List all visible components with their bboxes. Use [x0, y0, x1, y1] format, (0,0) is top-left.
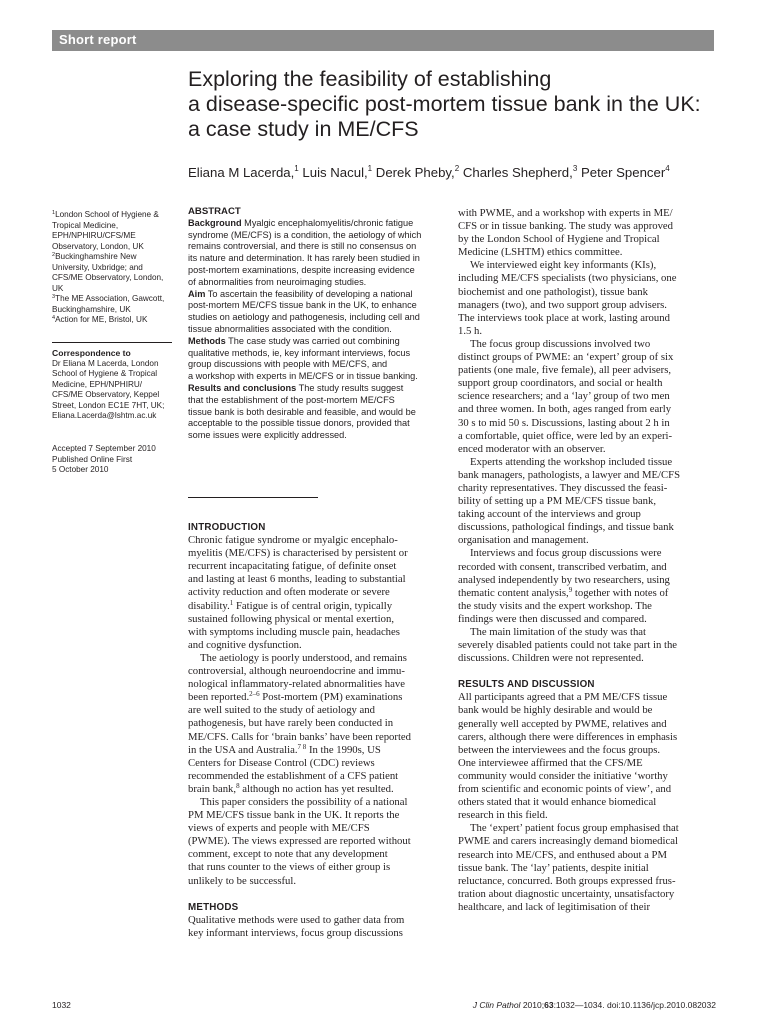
abstract-line: a workshop with experts in ME/CFS or in tissue banking.	[188, 371, 418, 382]
body-line: recurrent incapacitating fatigue, of definite onset	[188, 560, 397, 573]
body-line: The focus group discussions involved two	[470, 337, 651, 350]
body-line: charity representatives. They discussed the feasi-	[458, 481, 668, 494]
body-line: managers (two), and two support group advisers.	[458, 298, 667, 311]
title-line: a disease-specific post-mortem tissue bank in the UK:	[188, 92, 701, 116]
body-line: taking account of the interviews and group	[458, 508, 641, 521]
body-line: discussions, pathological findings, and tissue bank	[458, 521, 674, 534]
affiliation-line: Action for ME, Bristol, UK	[55, 315, 148, 324]
affiliation-marker: 2	[52, 252, 56, 258]
body-line: are well suited to the study of aetiology and	[188, 704, 375, 717]
body-line: reluctance, concurred. Both groups expressed frus-	[458, 874, 676, 887]
body-line: although no action has yet resulted.	[242, 782, 394, 795]
body-line: Chronic fatigue syndrome or myalgic encephalo-	[188, 534, 398, 547]
body-line: including ME/CFS specialists (two physicians, one	[458, 272, 677, 285]
citation: 9	[568, 585, 573, 594]
right-column	[458, 207, 716, 914]
body-line: patients (one male, five female), all peer advisers,	[458, 364, 672, 377]
body-line: views of experts and people with ME/CFS	[188, 822, 370, 835]
correspondence-heading: Correspondence to	[52, 348, 131, 358]
body-line: carers, although there were differences in emphasis	[458, 730, 678, 743]
publication-dates	[52, 444, 176, 476]
abstract-line: that the establishment of the post-mortem ME/CFS	[188, 394, 395, 405]
body-line: Qualitative methods were used to gather data from	[188, 913, 405, 926]
body-line: between the interviewees and the focus groups.	[458, 743, 661, 756]
body-line: The interviews took place at work, lasting around	[458, 311, 670, 324]
results-label: Results and conclusions	[188, 382, 297, 393]
body-line: disability.	[188, 599, 230, 612]
citation: 8	[236, 781, 240, 790]
body-line: the study visits and the expert workshop. The	[458, 599, 652, 612]
body-line: healthcare, and lack of legitimisation of their	[458, 900, 651, 913]
body-line: Post-mortem (PM) examinations	[262, 691, 403, 704]
body-line: All participants agreed that a PM ME/CFS tissue	[458, 691, 668, 704]
body-line: with PWME, and a workshop with experts in ME/	[458, 207, 673, 219]
body-line: enced moderator with an observer.	[458, 442, 606, 455]
correspondence-line: School of Hygiene & Tropical	[52, 369, 158, 378]
author-affiliation: 4	[665, 164, 670, 173]
body-line: discussions. Children were not represented.	[458, 652, 644, 665]
affiliation-marker: 3	[52, 294, 56, 300]
author-name: Derek Pheby,	[375, 165, 455, 180]
author-affiliation: 1	[367, 164, 373, 173]
body-line: bank would be highly desirable and would be	[458, 704, 653, 717]
abstract-line: tissue bank is both desirable and feasible, and would be	[188, 406, 416, 417]
body-line: and lasting at least 6 months, leading to substantial	[188, 573, 406, 586]
affiliation-line: Tropical Medicine,	[52, 220, 119, 230]
citation-footer	[473, 1000, 716, 1010]
title-line: Exploring the feasibility of establishing	[188, 67, 552, 91]
results-heading: RESULTS AND DISCUSSION	[458, 679, 595, 691]
abstract-line: To ascertain the feasibility of developing a national	[207, 288, 413, 299]
date-line: 5 October 2010	[52, 465, 109, 474]
body-line: controversial, although neuroendocrine and immu-	[188, 665, 405, 678]
body-line: ME/CFS. Calls for ‘brain banks’ have been reported	[188, 730, 411, 743]
abstract-line: acceptable to the possible tissue donors, provided that	[188, 418, 410, 429]
body-line: tration about diagnostic uncertainty, unsatisfactory	[458, 887, 675, 900]
journal-volume: 63	[544, 1000, 554, 1010]
body-line: The aetiology is poorly understood, and remains	[200, 651, 407, 664]
affiliation-line: Buckinghamshire New	[55, 252, 137, 261]
body-line: support group coordinators, and social or health	[458, 377, 663, 390]
abstract-line: group discussions with people with ME/CFS, and	[188, 359, 388, 370]
abstract-line: syndrome (ME/CFS) is a condition, the aetiology of which	[188, 229, 422, 240]
body-line: One interviewee affirmed that the CFS/ME	[458, 756, 643, 769]
affiliation-line: CFS/ME Observatory, London,	[52, 273, 164, 282]
author-list	[188, 165, 728, 180]
aim-label: Aim	[188, 288, 206, 299]
abstract-line: post-mortem examinations, despite increasing evidence	[188, 264, 415, 275]
correspondence-line: Dr Eliana M Lacerda, London	[52, 358, 159, 368]
body-line: PM ME/CFS tissue bank in the UK. It reports the	[188, 809, 400, 822]
affiliation-marker: 1	[52, 210, 56, 216]
body-line: severely disabled patients could not take part in the	[458, 639, 678, 652]
body-line: Medicine (LSHTM) ethics committee.	[458, 246, 623, 259]
body-line: in the USA and Australia.	[188, 743, 298, 756]
date-line: Accepted 7 September 2010	[52, 444, 156, 453]
body-line: key informant interviews, focus group discussions	[188, 926, 403, 939]
body-line: and cognitive dysfunction.	[188, 638, 302, 651]
affiliation-line: Observatory, London, UK	[52, 241, 144, 251]
abstract	[188, 206, 446, 442]
body-line: We interviewed eight key informants (KIs),	[470, 259, 657, 272]
abstract-line: of abnormalities from neuroimaging studies.	[188, 276, 367, 287]
abstract-line: The study results suggest	[298, 382, 404, 393]
body-line: from scientific and economic points of view’, and	[458, 783, 672, 796]
body-line: recorded with consent, transcribed verbatim, and	[458, 560, 667, 573]
journal-year: 2010;	[522, 1000, 545, 1010]
body-line: 30 s to mid 50 s. Discussions, lasting about 2 h in	[458, 416, 670, 429]
page-number: 1032	[52, 1000, 71, 1010]
body-line: and three women. In both, ages ranged from early	[458, 403, 672, 416]
author-affiliation: 1	[294, 164, 299, 173]
article-title	[188, 67, 728, 142]
body-line: Experts attending the workshop included tissue	[470, 455, 673, 468]
body-line: The ‘expert’ patient focus group emphasised that	[470, 822, 679, 835]
abstract-line: its nature and determination. It has rarely been studied in	[188, 253, 420, 264]
background-label: Background	[188, 217, 242, 228]
body-line: comment, except to note that any development	[188, 848, 388, 861]
body-line: unlikely to be successful.	[188, 874, 297, 887]
body-line: generally well accepted by PWME, relatives and	[458, 717, 667, 730]
body-line: community would consider the initiative ‘worthy	[458, 769, 668, 782]
author-name: Luis Nacul,	[302, 165, 368, 180]
affiliations	[52, 210, 176, 326]
body-line: distinct groups of PWME: an ‘expert’ group of six	[458, 351, 674, 364]
abstract-line: Myalgic encephalomyelitis/chronic fatigue	[244, 217, 414, 228]
abstract-line: tissue abnormalities associated with the condition.	[188, 323, 392, 334]
abstract-line: The case study was carried out combining	[228, 335, 400, 346]
body-line: nological inflammatory-related abnormalities have	[188, 678, 405, 691]
section-banner	[52, 30, 714, 51]
affiliation-line: EPH/NPHIRU/CFS/ME	[52, 231, 136, 240]
body-line: Centers for Disease Control (CDC) reviews	[188, 756, 375, 769]
body-line: brain bank,	[188, 782, 237, 795]
intro-heading: INTRODUCTION	[188, 522, 266, 533]
correspondence-line: Medicine, EPH/NPHIRU/	[52, 379, 143, 389]
citation: 2–6	[249, 690, 260, 699]
body-line: organisation and management.	[458, 534, 589, 547]
body-line: recommended the establishment of a CFS patient	[188, 769, 399, 782]
body-line: findings were then discussed and compared.	[458, 612, 647, 625]
body-line: a comfortable, quiet office, were led by an experi-	[458, 429, 673, 442]
affiliation-line: Buckinghamshire, UK	[52, 304, 131, 314]
body-line: In the 1990s, US	[308, 743, 381, 756]
abstract-line: studies on aetiology and pathogenesis, including cell and	[188, 312, 420, 323]
body-line: sustained following physical or mental exertion,	[188, 612, 394, 625]
body-line: The main limitation of the study was that	[470, 626, 647, 638]
body-line: with symptoms including muscle pain, headaches	[188, 625, 400, 638]
body-line: CFS or in tissue banking. The study was approved	[458, 220, 674, 233]
body-line: bank managers, pathologists, a lawyer and ME/CFS	[458, 468, 681, 481]
methods-label: Methods	[188, 335, 226, 346]
body-line: (PWME). The views expressed are reported without	[188, 835, 411, 848]
body-line: PWME and carers increasingly demand biomedical	[458, 835, 678, 848]
sidebar-divider	[52, 342, 172, 343]
author-name: Charles Shepherd,	[462, 165, 573, 180]
body-line: Interviews and focus group discussions were	[470, 547, 662, 560]
body-line: together with notes of	[574, 586, 669, 599]
body-line: tissue bank. The ‘lay’ patients, despite initial	[458, 861, 649, 874]
title-line: a case study in ME/CFS	[188, 117, 419, 141]
abstract-line: some issues were explicitly addressed.	[188, 430, 347, 441]
left-column	[188, 521, 446, 940]
author-affiliation: 2	[454, 164, 460, 173]
body-line: analysed independently by two researchers, using	[458, 573, 670, 586]
correspondence-line: Street, London EC1E 7HT, UK;	[52, 400, 165, 410]
body-line: myelitis (ME/CFS) is characterised by persistent or	[188, 547, 408, 560]
abstract-divider	[188, 497, 318, 498]
journal-pages-doi: :1032—1034. doi:10.1136/jcp.2010.082032	[553, 1000, 716, 1010]
body-line: Fatigue is of central origin, typically	[235, 599, 393, 612]
body-line: research into ME/CFS, and enthused about a PM	[458, 848, 667, 861]
methods-heading: METHODS	[188, 901, 239, 913]
body-line: biochemist and one pathologist), tissue bank	[458, 285, 648, 298]
abstract-line: qualitative methods, ie, key informant interviews, focus	[188, 347, 411, 358]
body-line: pathogenesis, but have rarely been conducted in	[188, 717, 394, 730]
citation: 7 8	[297, 742, 307, 751]
date-line: Published Online First	[52, 454, 133, 464]
body-line: activity reduction and often moderate or severe	[188, 586, 390, 599]
abstract-line: post-mortem ME/CFS tissue bank in the UK, to enhance	[188, 300, 417, 311]
body-line: research in this field.	[458, 809, 548, 822]
author-name: Eliana M Lacerda,	[188, 165, 295, 180]
body-line: that runs counter to the views of either group is	[188, 861, 391, 874]
affiliation-line: University, Uxbridge; and	[52, 262, 143, 272]
body-line: been reported.	[188, 691, 250, 704]
citation: 1	[229, 598, 234, 607]
body-line: others stated that it would enhance biomedical	[458, 796, 657, 809]
section-label: Short report	[59, 32, 137, 47]
affiliation-line: The ME Association, Gawcott,	[55, 294, 165, 303]
affiliation-line: London School of Hygiene &	[55, 210, 159, 219]
affiliation-marker: 4	[52, 315, 56, 321]
abstract-heading: ABSTRACT	[188, 206, 241, 217]
correspondence-email: Eliana.Lacerda@lshtm.ac.uk	[52, 411, 157, 420]
body-line: bility of setting up a PM ME/CFS tissue bank,	[458, 495, 657, 508]
body-line: thematic content analysis,	[458, 586, 569, 599]
affiliation-line: UK	[52, 283, 64, 293]
journal-name: J Clin Pathol	[472, 1000, 521, 1010]
body-line: by the London School of Hygiene and Tropical	[458, 233, 660, 246]
body-line: science researchers; and a ‘lay’ group of two men	[458, 390, 670, 403]
abstract-line: remains controversial, and there is still no consensus on	[188, 241, 417, 252]
body-line: 1.5 h.	[458, 324, 483, 337]
author-name: Peter Spencer	[580, 165, 666, 180]
author-affiliation: 3	[572, 164, 578, 173]
correspondence-line: CFS/ME Observatory, Keppel	[52, 390, 160, 399]
body-line: This paper considers the possibility of a national	[200, 795, 408, 808]
correspondence	[52, 348, 176, 422]
